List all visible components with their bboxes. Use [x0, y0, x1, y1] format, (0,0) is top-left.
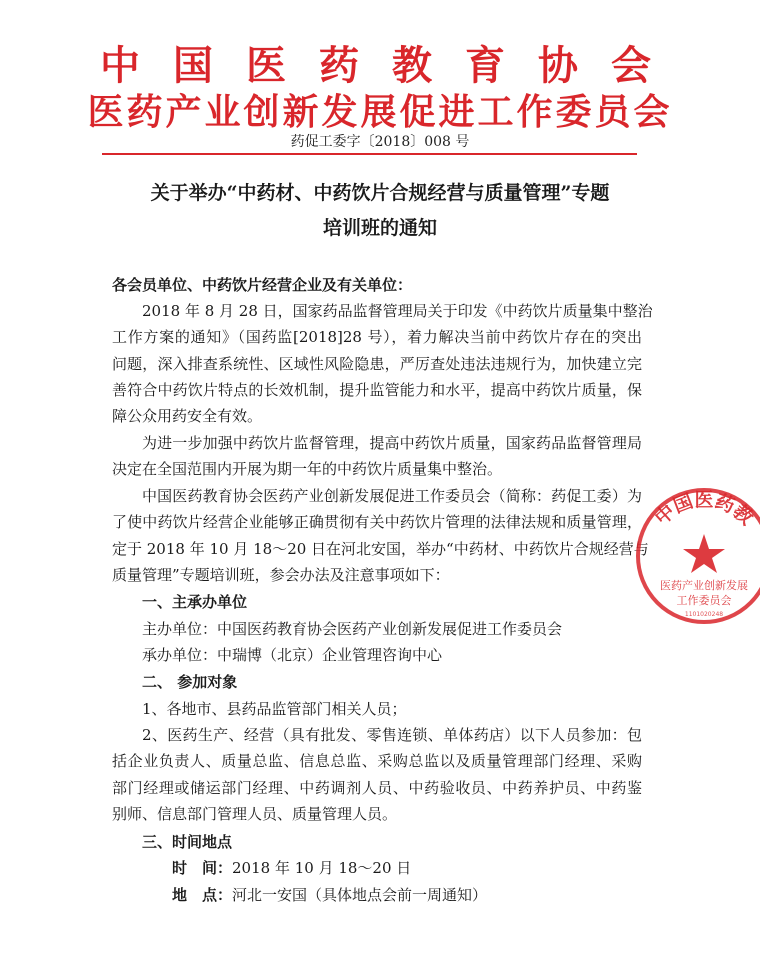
notice-title-line1: 关于举办“中药材、中药饮片合规经营与质量管理”专题 [150, 182, 610, 204]
paragraph-3-line: 了使中药饮片经营企业能够正确贯彻有关中药饮片管理的法律法规和质量管理， [112, 513, 642, 531]
official-seal-stamp [628, 478, 760, 628]
paragraph-3-line: 中国医药教育协会医药产业创新发展促进工作委员会（简称：药促工委）为 [142, 487, 642, 505]
org-name-line1: 中国医药教育协会 [100, 42, 684, 89]
paragraph-1-line: 善符合中药饮片特点的长效机制，提升监管能力和水平，提高中药饮片质量，保 [112, 381, 642, 399]
time-row [172, 858, 411, 878]
attendee-item-1: 1、各地市、县药品监管部门相关人员； [142, 700, 407, 718]
paragraph-2-line: 为进一步加强中药饮片监督管理，提高中药饮片质量，国家药品监督管理局 [142, 434, 642, 452]
paragraph-1-line: 2018 年 8 月 28 日，国家药品监督管理局关于印发《中药饮片质量集中整治 [142, 302, 653, 320]
seal-middle-text: 医药产业创新发展 [660, 579, 748, 592]
paragraph-3-line: 质量管理”专题培训班，参会办法及注意事项如下： [112, 566, 450, 584]
attendee-item-2-line: 别师、信息部门管理人员、质量管理人员。 [112, 805, 398, 823]
salutation: 各会员单位、中药饮片经营企业及有关单位： [112, 276, 413, 294]
place-label: 地 点： [172, 886, 233, 904]
notice-title-line2: 培训班的通知 [322, 217, 437, 239]
section-3-heading: 三、时间地点 [142, 833, 233, 851]
seal-star-icon [683, 534, 725, 573]
attendee-item-2-line: 括企业负责人、质量总监、信息总监、采购总监以及质量管理部门经理、采购 [112, 752, 642, 770]
org-name-line2: 医药产业创新发展促进工作委员会 [87, 91, 673, 133]
section-2-heading: 二、 参加对象 [142, 673, 238, 691]
time-value: 2018 年 10 月 18～20 日 [232, 859, 412, 877]
seal-graphic [628, 478, 760, 628]
paragraph-1-line: 工作方案的通知》（国药监[2018]28 号），着力解决当前中药饮片存在的突出 [112, 328, 642, 346]
seal-code: 1101020248 [684, 611, 724, 618]
co-organizer-line: 承办单位：中瑞博（北京）企业管理咨询中心 [142, 646, 443, 664]
document-number: 药促工委字〔2018〕008 号 [290, 134, 470, 150]
attendee-item-2-line: 部门经理或储运部门经理、中药调剂人员、中药验收员、中药养护员、中药鉴 [112, 779, 642, 797]
seal-bottom-text: 工作委员会 [676, 594, 732, 607]
attendee-item-2-line: 2、医药生产、经营（具有批发、零售连锁、单体药店）以下人员参加：包 [142, 726, 642, 744]
paragraph-1-line: 障公众用药安全有效。 [112, 407, 263, 425]
place-value: 河北一安国（具体地点会前一周通知） [232, 886, 488, 904]
paragraph-2-line: 决定在全国范围内开展为期一年的中药饮片质量集中整治。 [112, 460, 503, 478]
place-row [172, 885, 487, 905]
time-label: 时 间： [172, 859, 233, 877]
paragraph-1-line: 问题，深入排查系统性、区域性风险隐患，严厉查处违法违规行为，加快建立完 [112, 355, 642, 373]
paragraph-3-line: 定于 2018 年 10 月 18～20 日在河北安国，举办“中药材、中药饮片合规经营与 [112, 540, 649, 558]
organizer-line: 主办单位：中国医药教育协会医药产业创新发展促进工作委员会 [142, 620, 563, 638]
section-1-heading: 一、主承办单位 [142, 593, 248, 611]
red-divider [102, 153, 637, 155]
seal-arc-text: 中国医药教 [650, 489, 758, 530]
